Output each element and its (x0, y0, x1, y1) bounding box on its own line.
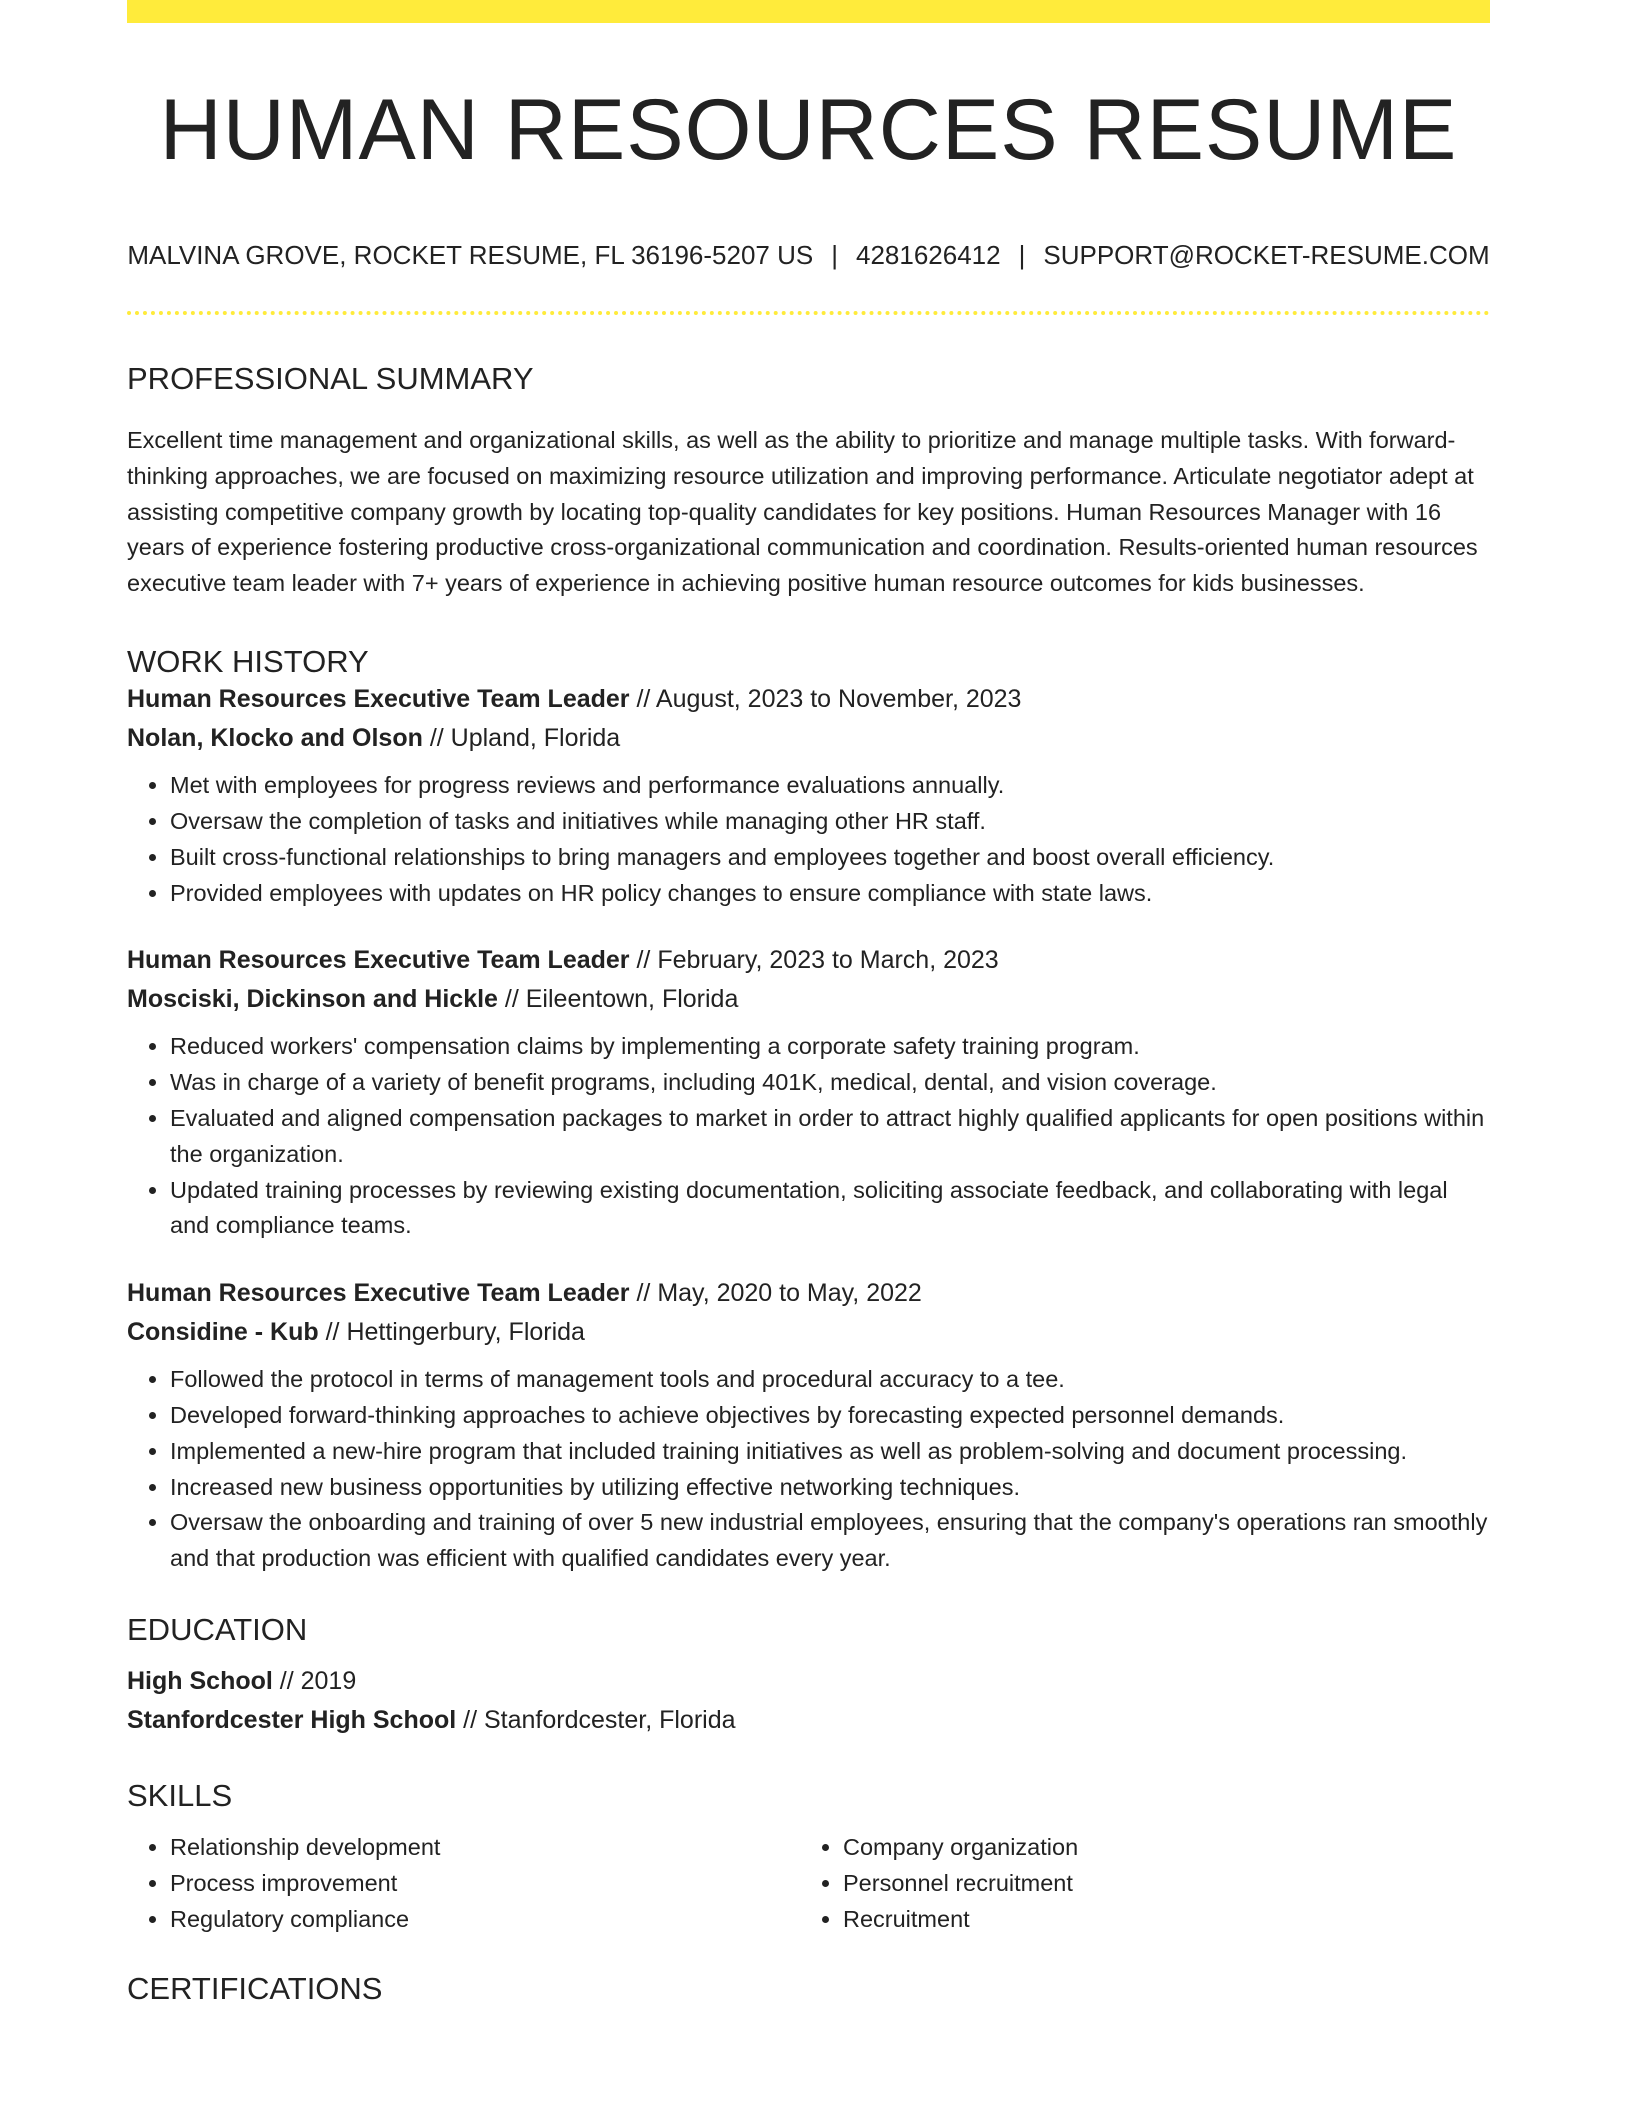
job-bullet: • Updated training processes by reviewing existing documentation, soliciting associate feedback, and collaborating with legal and compliance teams. (170, 1173, 1490, 1245)
job-title-line (127, 1274, 1490, 1313)
contact-separator: | (831, 239, 838, 270)
job-bullet: • Was in charge of a variety of benefit programs, including 401K, medical, dental, and vision coverage. (170, 1065, 1490, 1101)
work-history-heading: WORK HISTORY (127, 643, 369, 679)
resume-title: HUMAN RESOURCES RESUME (159, 82, 1458, 178)
job-company-line (127, 719, 1490, 758)
job-bullets (127, 768, 1490, 911)
skill-item: • Regulatory compliance (170, 1902, 800, 1938)
job-company-line (127, 1313, 1490, 1352)
resume-page (127, 0, 1490, 2007)
job-title: Human Resources Executive Team Leader (127, 1279, 630, 1308)
job-title-line (127, 941, 1490, 980)
job-bullet: • Oversaw the onboarding and training of over 5 new industrial employees, ensuring that the company's operations ran smoothly and that production was efficient with qualified candidates every year. (170, 1505, 1490, 1577)
job-bullet: • Evaluated and aligned compensation packages to market in order to attract highly qualified applicants for open positions within the organization. (170, 1101, 1490, 1173)
accent-top-bar (127, 0, 1490, 23)
job-location: // Hettingerbury, Florida (318, 1318, 585, 1347)
skill-item: • Company organization (843, 1830, 1473, 1866)
job-title-line (127, 680, 1490, 719)
certifications-heading: CERTIFICATIONS (127, 1970, 383, 2006)
job-company-line (127, 980, 1490, 1019)
job-bullet: • Oversaw the completion of tasks and initiatives while managing other HR staff. (170, 804, 1490, 840)
summary-text: Excellent time management and organizational skills, as well as the ability to prioritize and manage multiple tasks. With forward-thinking approaches, we are focused on maximizing resource utilization and improving performance. Articulate negotiator adept at assisting competitive company growth by locating top-quality candidates for key positions. Human Resources Manager with 16 years of experience fostering productive cross-organizational communication and coordination. Results-oriented human resources executive team leader with 7+ years of experience in achieving positive human resource outcomes for kids businesses. (127, 426, 1478, 597)
education-heading: EDUCATION (127, 1611, 308, 1647)
contact-separator: | (1018, 239, 1026, 270)
skill-item: • Process improvement (170, 1866, 800, 1902)
job-location: // Eileentown, Florida (497, 985, 739, 1014)
education-year: // 2019 (272, 1667, 357, 1696)
education-location: // Stanfordcester, Florida (456, 1706, 736, 1735)
job-bullet: • Followed the protocol in terms of management tools and procedural accuracy to a tee. (170, 1362, 1490, 1398)
education-school-line (127, 1701, 1490, 1740)
work-history-list (127, 680, 1490, 1577)
contact-line (127, 240, 1490, 271)
job-title: Human Resources Executive Team Leader (127, 685, 630, 714)
job-entry (127, 1274, 1490, 1577)
job-bullet: • Met with employees for progress reviews and performance evaluations annually. (170, 768, 1490, 804)
job-bullets (127, 1362, 1490, 1577)
skill-item: • Personnel recruitment (843, 1866, 1473, 1902)
education-entry (127, 1662, 1490, 1740)
job-entry (127, 680, 1490, 911)
skills-list-left (127, 1830, 800, 1937)
job-dates: // May, 2020 to May, 2022 (629, 1279, 922, 1308)
skill-item: • Relationship development (170, 1830, 800, 1866)
job-dates: // August, 2023 to November, 2023 (629, 685, 1022, 714)
education-school: Stanfordcester High School (127, 1706, 457, 1735)
job-title: Human Resources Executive Team Leader (127, 946, 630, 975)
contact-email: SUPPORT@ROCKET-RESUME.COM (1043, 239, 1490, 270)
job-location: // Upland, Florida (422, 724, 621, 753)
job-bullet: • Built cross-functional relationships to bring managers and employees together and boost overall efficiency. (170, 840, 1490, 876)
skills-list-right (800, 1830, 1473, 1937)
job-bullet: • Reduced workers' compensation claims by implementing a corporate safety training program. (170, 1029, 1490, 1065)
contact-phone: 4281626412 (855, 239, 1001, 270)
education-degree-line (127, 1662, 1490, 1701)
summary-heading: PROFESSIONAL SUMMARY (127, 360, 534, 396)
job-entry (127, 941, 1490, 1244)
skill-item: • Recruitment (843, 1902, 1473, 1938)
job-company: Nolan, Klocko and Olson (127, 724, 423, 753)
skills-columns (127, 1830, 1490, 1937)
job-bullet: • Developed forward-thinking approaches to achieve objectives by forecasting expected personnel demands. (170, 1398, 1490, 1434)
job-bullet: • Provided employees with updates on HR policy changes to ensure compliance with state laws. (170, 876, 1490, 912)
contact-address: MALVINA GROVE, ROCKET RESUME, FL 36196-5207 US (127, 239, 814, 270)
job-company: Considine - Kub (127, 1318, 319, 1347)
skills-heading: SKILLS (127, 1778, 233, 1814)
job-company: Mosciski, Dickinson and Hickle (127, 985, 498, 1014)
job-bullet: • Increased new business opportunities by utilizing effective networking techniques. (170, 1470, 1490, 1506)
job-dates: // February, 2023 to March, 2023 (629, 946, 999, 975)
job-bullet: • Implemented a new-hire program that included training initiatives as well as problem-solving and document processing. (170, 1434, 1490, 1470)
dotted-divider (127, 311, 1490, 315)
job-bullets (127, 1029, 1490, 1244)
education-degree: High School (127, 1667, 273, 1696)
